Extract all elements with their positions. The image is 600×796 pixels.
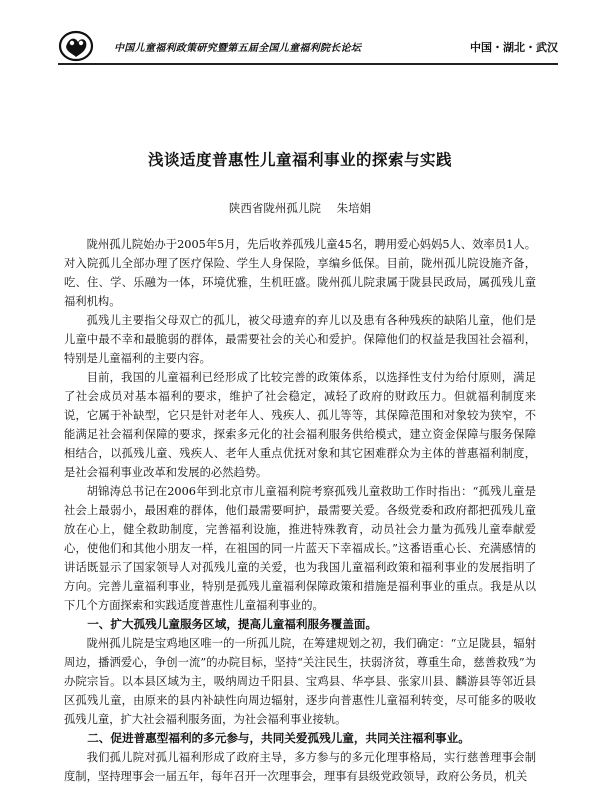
article-title: 浅谈适度普惠性儿童福利事业的探索与实践 xyxy=(147,150,452,169)
affiliation: 陕西省陇州孤儿院 xyxy=(228,201,321,215)
page-header xyxy=(58,30,558,62)
conference-logo-icon xyxy=(58,30,94,62)
body-paragraph: 我们孤儿院对孤儿福利形成了政府主导，多方参与的多元化理事格局，实行慈善理事会制度制，坚持理事会一届五年，每年召开一次理事会，理事有县级党政领导，政府公务员，机关 xyxy=(64,751,536,783)
article-body xyxy=(64,235,536,786)
body-paragraph: 孤残儿主要指父母双亡的孤儿，被父母遗弃的弃儿以及患有各种残疾的缺陷儿童，他们是儿童中最不幸和最脆弱的群体，最需要社会的关心和爱护。保障他们的权益是我国社会福利，特别是儿童福利的主要内容。 xyxy=(64,314,536,365)
author-name: 朱培娟 xyxy=(336,201,372,215)
body-paragraph: 陇州孤儿院是宝鸡地区唯一的一所孤儿院，在筹建规划之初，我们确定：“立足陇县，辐射周边，播洒爱心，争创一流”的办院目标，坚持“关注民生，扶弱济贫，尊重生命，慈善救残”为办院宗旨。以本县区域为主，吸纳周边千阳县、宝鸡县、华亭县、张家川县、麟游县等邻近县区孤残儿童，由原来的县内补缺性向周边辐射，逐步向普惠性儿童福利转变，尽可能多的吸收孤残儿童，扩大社会福利服务面，为社会福利事业接轨。 xyxy=(64,637,536,726)
running-header-title: 中国儿童福利政策研究暨第五届全国儿童福利院长论坛 xyxy=(114,43,362,54)
section-heading: 一、扩大孤残儿童服务区域，提高儿童福利服务覆盖面。 xyxy=(87,617,378,631)
header-rule xyxy=(58,63,558,65)
body-paragraph: 胡锦涛总书记在2006年到北京市儿童福利院考察孤残儿童救助工作时指出：“孤残儿童是社会上最弱小，最困难的群体，他们最需要呵护，最需要关爱。各级党委和政府都把孤残儿童放在心上，健全救助制度，完善福利设施，推进特殊教育，动员社会力量为孤残儿童奉献爱心，使他们和其他小朋友一样，在祖国的同一片蓝天下幸福成长。”这番语重心长、充满感情的讲话既显示了国家领导人对孤残儿童的关爱，也为我国儿童福利政策和福利事业的发展指明了方向。完善儿童福利事业，特别是孤残儿童福利保障政策和措施是福利事业的重点。我是从以下几个方面探索和实践适度普惠性儿童福利事业的。 xyxy=(64,485,536,612)
section-heading: 二、促进普惠型福利的多元参与，共同关爱孤残儿童，共同关注福利事业。 xyxy=(87,731,470,745)
body-paragraph: 陇州孤儿院始办于2005年5月，先后收养孤残儿童45名，聘用爱心妈妈5人、效率员1人。对入院孤儿全部办理了医疗保险、学生人身保险，享编乡低保。目前，陇州孤儿院设施齐备，吃、住、学、乐融为一体，环境优雅，生机旺盛。陇州孤儿院隶属于陇县民政局，属孤残儿童福利机构。 xyxy=(64,238,536,308)
running-header-location: 中国・湖北・武汉 xyxy=(470,41,558,54)
body-paragraph: 目前，我国的儿童福利已经形成了比较完善的政策体系，以选择性支付为给付原则，满足了社会成员对基本福利的要求，维护了社会稳定，减轻了政府的财政压力。但就福利制度来说，它属于补缺型，它只是针对老年人、残疾人、孤儿等等，其保障范围和对象较为狭窄，不能满足社会福利保障的要求，探索多元化的社会福利服务供给模式，建立资金保障与服务保障相结合，以孤残儿童、残疾人、老年人重点优抚对象和其它困难群众为主体的普惠福利制度，是社会福利事业改革和发展的必然趋势。 xyxy=(64,371,536,479)
author-line xyxy=(0,200,600,216)
